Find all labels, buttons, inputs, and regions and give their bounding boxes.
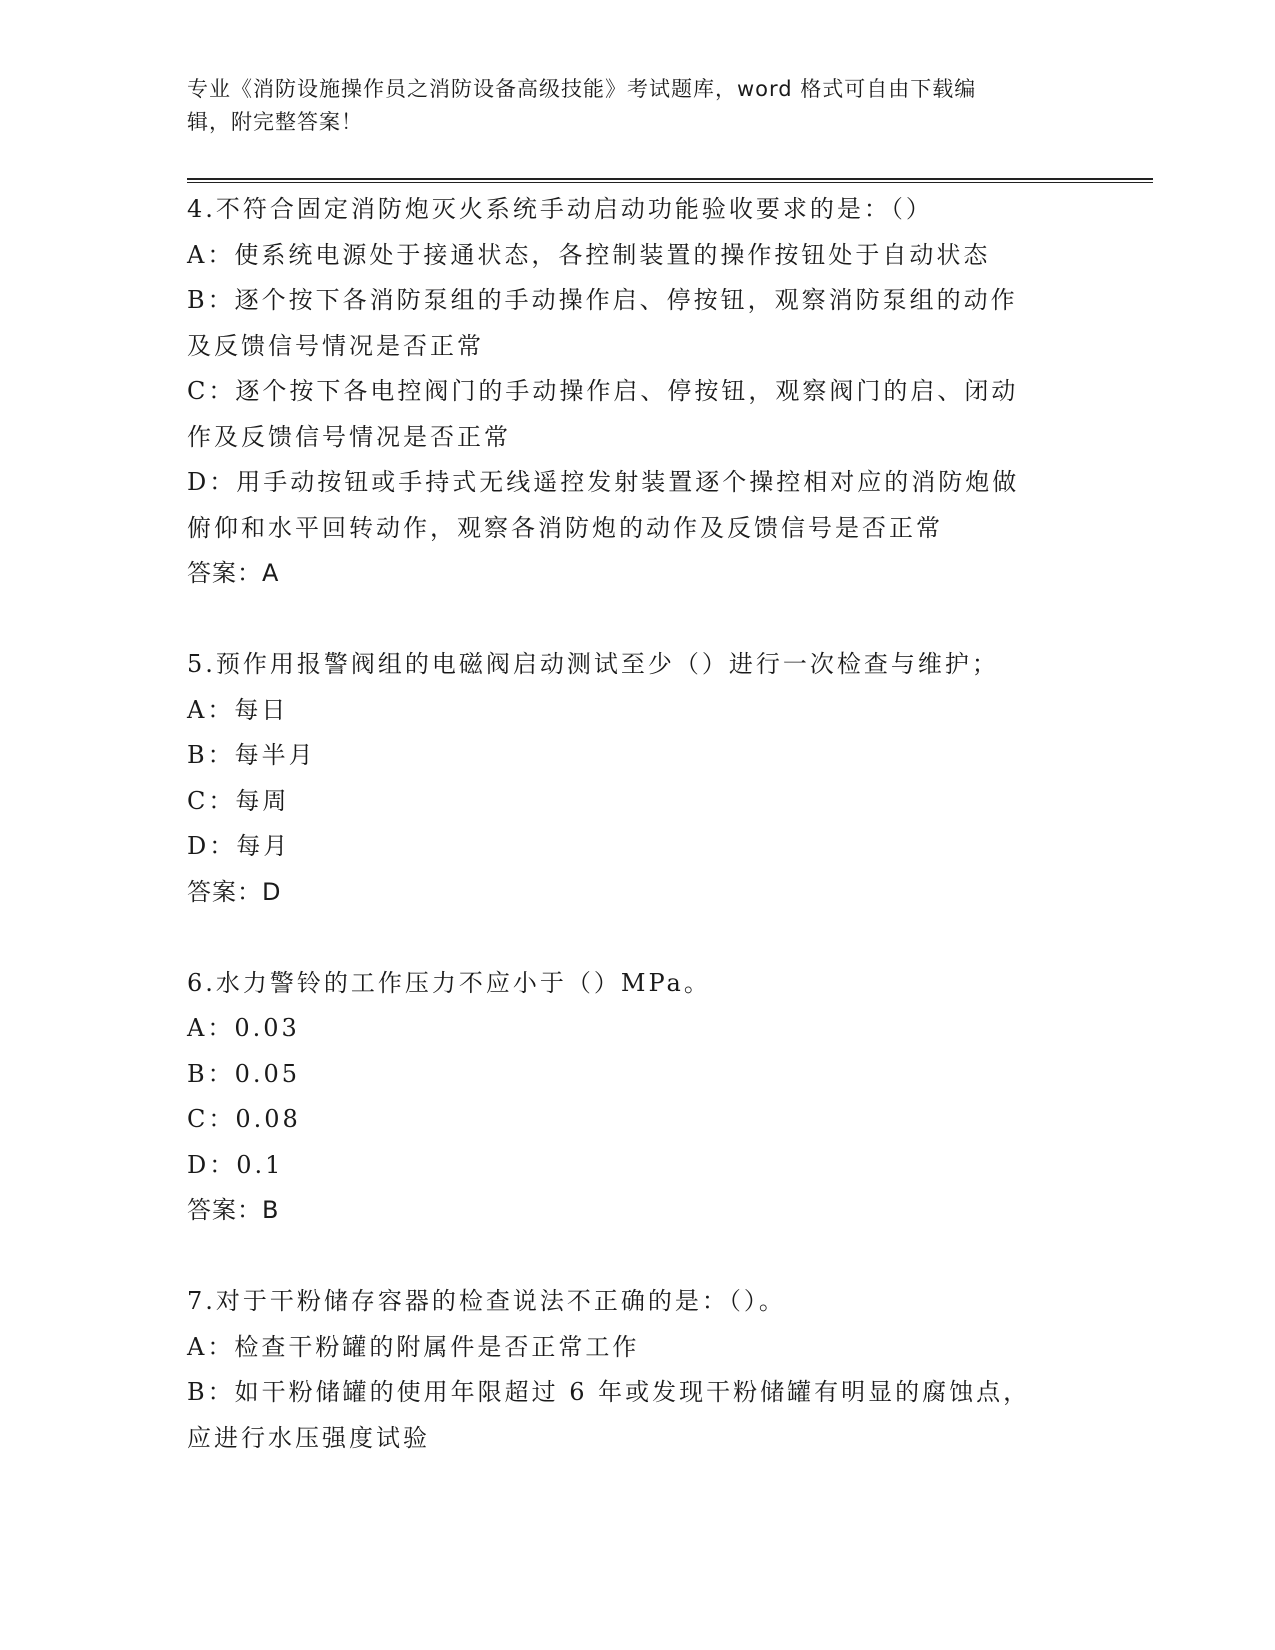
spacer bbox=[187, 915, 1087, 961]
option-b-continued: 及反馈信号情况是否正常 bbox=[187, 331, 484, 360]
question-5 bbox=[187, 642, 1087, 915]
question-stem: 6.水力警铃的工作压力不应小于（）MPa。 bbox=[187, 968, 711, 997]
option-d: D：每月 bbox=[187, 832, 291, 860]
option-b: B：每半月 bbox=[187, 741, 316, 769]
question-6 bbox=[187, 961, 1087, 1234]
spacer bbox=[187, 597, 1087, 643]
option-c: C：每周 bbox=[187, 786, 290, 815]
option-d-continued: 俯仰和水平回转动作，观察各消防炮的动作及反馈信号是否正常 bbox=[187, 513, 943, 542]
header-divider bbox=[187, 178, 1153, 183]
header-line-2: 辑，附完整答案！ bbox=[187, 110, 363, 134]
question-list bbox=[187, 187, 1087, 1461]
option-b: B：如干粉储罐的使用年限超过 6 年或发现干粉储罐有明显的腐蚀点， bbox=[187, 1378, 1031, 1406]
answer: 答案：A bbox=[187, 559, 280, 587]
question-stem: 7.对于干粉储存容器的检查说法不正确的是：（）。 bbox=[187, 1287, 786, 1315]
option-a: A：使系统电源处于接通状态，各控制装置的操作按钮处于自动状态 bbox=[187, 240, 991, 269]
option-b: B：逐个按下各消防泵组的手动操作启、停按钮，观察消防泵组的动作 bbox=[187, 286, 1018, 314]
question-stem: 5.预作用报警阀组的电磁阀启动测试至少（）进行一次检查与维护； bbox=[187, 650, 999, 678]
option-d: D：用手动按钮或手持式无线遥控发射装置逐个操控相对应的消防炮做 bbox=[187, 468, 1020, 496]
answer: 答案：D bbox=[187, 877, 282, 906]
option-c-continued: 作及反馈信号情况是否正常 bbox=[187, 422, 511, 451]
header-line-1: 专业《消防设施操作员之消防设备高级技能》考试题库，word 格式可自由下载编 bbox=[187, 77, 977, 101]
option-c: C：0.08 bbox=[187, 1105, 301, 1133]
option-a: A：每日 bbox=[187, 695, 289, 724]
option-a: A：0.03 bbox=[187, 1014, 300, 1042]
answer: 答案：B bbox=[187, 1196, 280, 1224]
option-b-continued: 应进行水压强度试验 bbox=[187, 1423, 430, 1452]
question-stem: 4.不符合固定消防炮灭火系统手动启动功能验收要求的是：（） bbox=[187, 195, 933, 223]
document-header bbox=[187, 73, 1067, 139]
option-a: A：检查干粉罐的附属件是否正常工作 bbox=[187, 1332, 640, 1361]
option-b: B：0.05 bbox=[187, 1059, 301, 1088]
question-7 bbox=[187, 1279, 1087, 1461]
question-4 bbox=[187, 187, 1087, 597]
option-d: D：0.1 bbox=[187, 1150, 284, 1179]
spacer bbox=[187, 1234, 1087, 1280]
option-c: C：逐个按下各电控阀门的手动操作启、停按钮，观察阀门的启、闭动 bbox=[187, 377, 1019, 405]
